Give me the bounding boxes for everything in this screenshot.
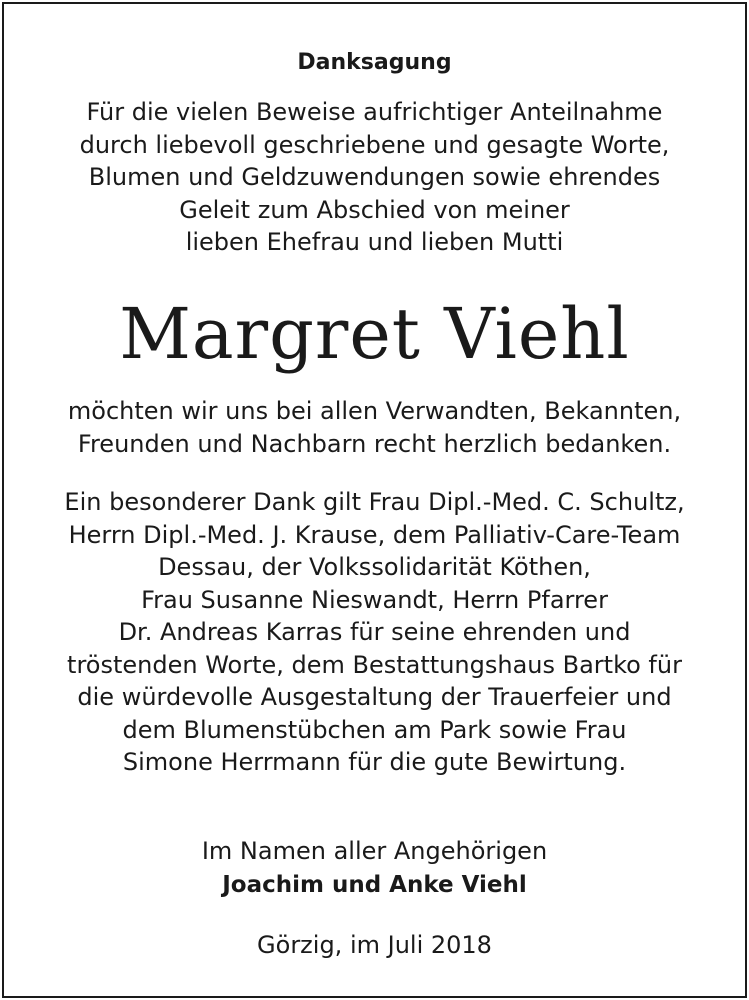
- special-thanks-line: Herrn Dipl.-Med. J. Krause, dem Palliativ-Care-Team: [68, 520, 681, 549]
- intro-line: durch liebevoll geschriebene und gesagte Worte,: [79, 130, 670, 159]
- intro-text: [4, 96, 745, 259]
- special-thanks-line: Dessau, der Volkssolidarität Köthen,: [158, 553, 591, 581]
- intro-line: Blumen und Geldzuwendungen sowie ehrendes: [88, 163, 661, 191]
- thanks-line: möchten wir uns bei allen Verwandten, Bekannten,: [67, 397, 682, 425]
- special-thanks-line: dem Blumenstübchen am Park sowie Frau: [122, 715, 627, 744]
- notice-heading: Danksagung: [297, 50, 452, 75]
- special-thanks-line: Ein besonderer Dank gilt Frau Dipl.-Med. C. Schultz,: [64, 488, 685, 516]
- deceased-name: Margret Viehl: [119, 293, 630, 375]
- thanks-text: [4, 395, 745, 460]
- special-thanks-line: die würdevolle Ausgestaltung der Trauerfeier und: [77, 683, 672, 711]
- signature-prefix: Im Namen aller Angehörigen: [201, 837, 548, 865]
- special-thanks-line: Simone Herrmann für die gute Bewirtung.: [122, 748, 627, 776]
- special-thanks-line: tröstenden Worte, dem Bestattungshaus Bartko für: [67, 650, 682, 679]
- special-thanks-text: [4, 486, 745, 779]
- special-thanks-line: Dr. Andreas Karras für seine ehrenden und: [118, 618, 631, 646]
- obituary-notice: [2, 2, 747, 998]
- special-thanks-line: Frau Susanne Nieswandt, Herrn Pfarrer: [141, 585, 608, 614]
- intro-line: lieben Ehefrau und lieben Mutti: [185, 228, 564, 256]
- place-date: Görzig, im Juli 2018: [257, 931, 492, 959]
- thanks-line: Freunden und Nachbarn recht herzlich bedanken.: [77, 429, 672, 458]
- signature-names: Joachim und Anke Viehl: [222, 872, 527, 898]
- intro-line: Für die vielen Beweise aufrichtiger Anteilnahme: [86, 98, 663, 126]
- intro-line: Geleit zum Abschied von meiner: [179, 195, 570, 224]
